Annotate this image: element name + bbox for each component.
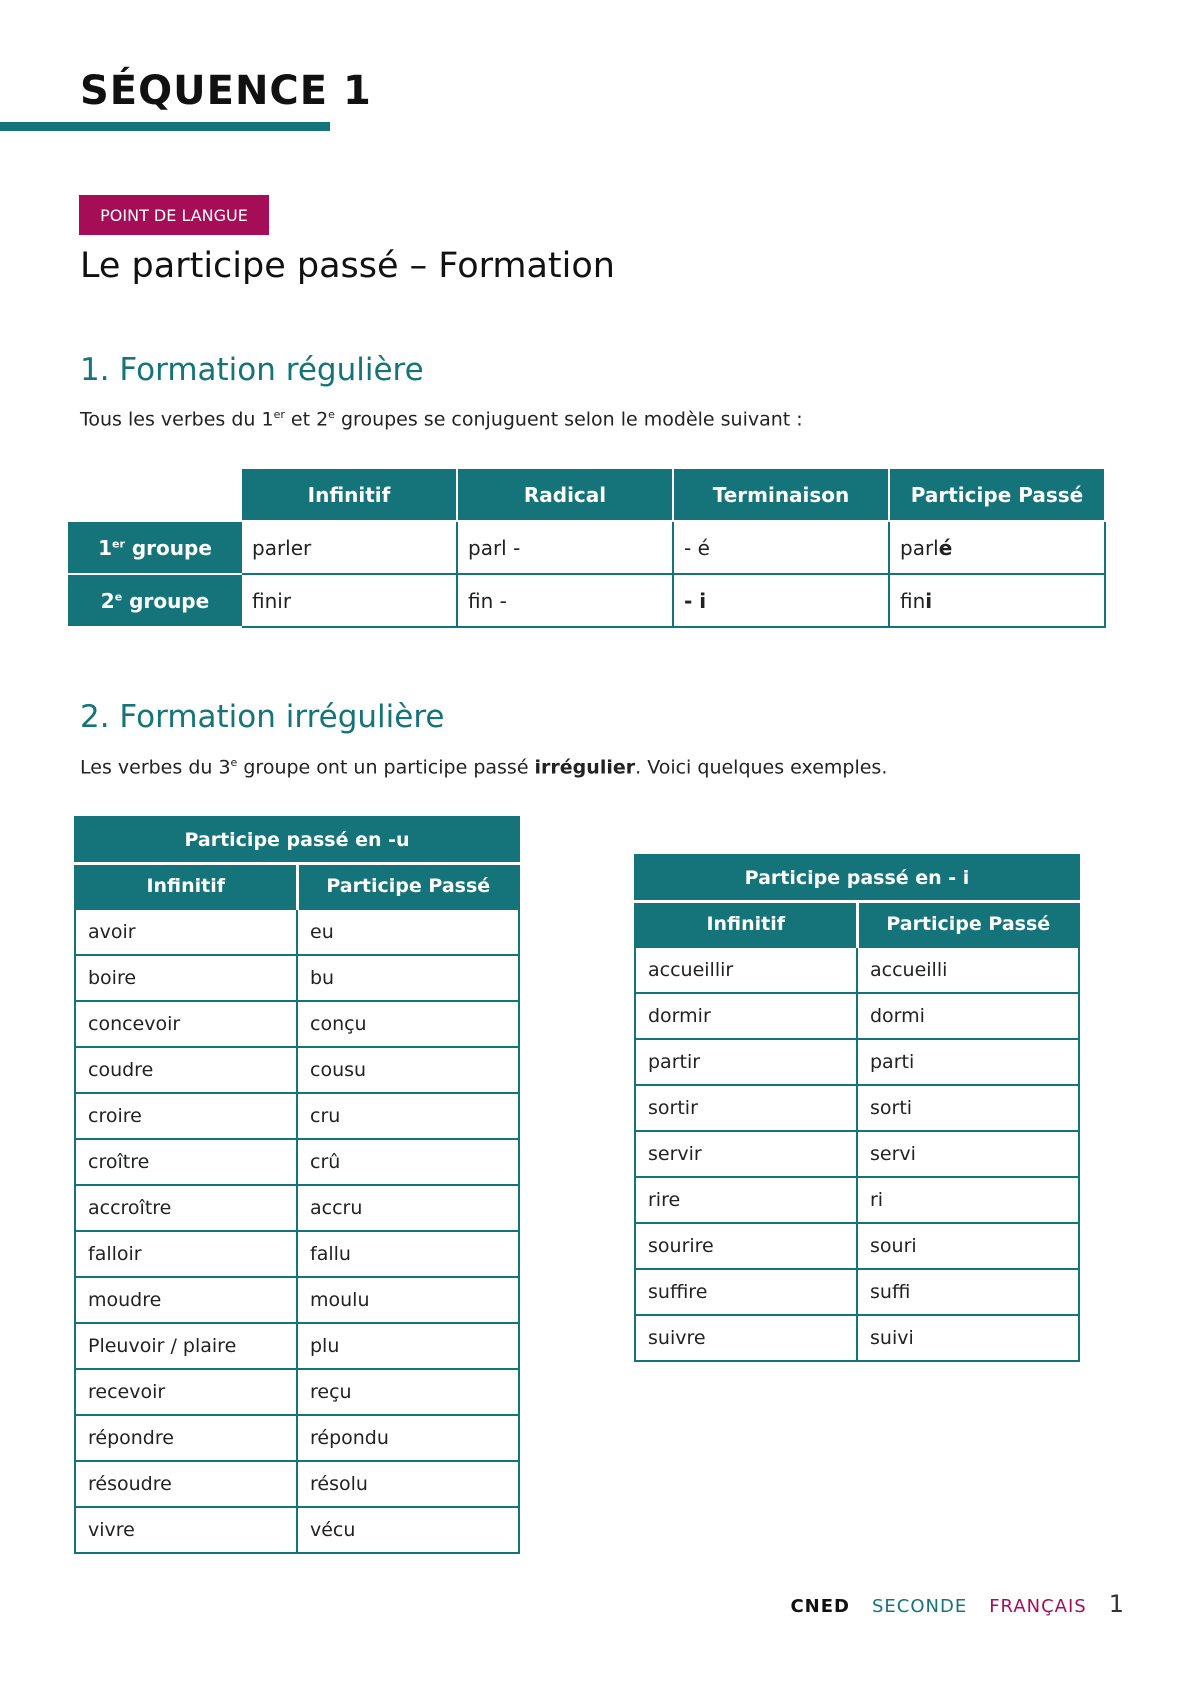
participe-en-u-table bbox=[74, 816, 520, 1554]
infinitif-cell: rire bbox=[635, 1177, 857, 1223]
page-footer bbox=[790, 1590, 1124, 1618]
column-header: Infinitif bbox=[75, 863, 297, 909]
row-header-group-2: 2e groupe bbox=[69, 574, 241, 627]
infinitif-cell: avoir bbox=[75, 909, 297, 955]
participe-cell: eu bbox=[297, 909, 519, 955]
point-de-langue-badge: POINT DE LANGUE bbox=[79, 195, 269, 235]
table-row bbox=[75, 909, 519, 955]
table-row bbox=[75, 1231, 519, 1277]
table-cell: parler bbox=[241, 521, 457, 574]
participe-cell: servi bbox=[857, 1131, 1079, 1177]
participe-cell: sorti bbox=[857, 1085, 1079, 1131]
participe-cell: reçu bbox=[297, 1369, 519, 1415]
participe-cell: fallu bbox=[297, 1231, 519, 1277]
row-header-group-1: 1er groupe bbox=[69, 521, 241, 574]
column-header: Terminaison bbox=[673, 468, 889, 521]
table-row bbox=[75, 1277, 519, 1323]
table-row bbox=[635, 1269, 1079, 1315]
infinitif-cell: croire bbox=[75, 1093, 297, 1139]
table-row bbox=[69, 574, 1105, 627]
infinitif-cell: résoudre bbox=[75, 1461, 297, 1507]
infinitif-cell: croître bbox=[75, 1139, 297, 1185]
infinitif-cell: moudre bbox=[75, 1277, 297, 1323]
corner-cell bbox=[69, 468, 241, 521]
table-row bbox=[635, 1039, 1079, 1085]
column-header: Radical bbox=[457, 468, 673, 521]
table-row bbox=[75, 1139, 519, 1185]
section1-heading: 1. Formation régulière bbox=[80, 352, 424, 388]
table-row bbox=[75, 1185, 519, 1231]
section2-intro: Les verbes du 3e groupe ont un participe passé irrégulier. Voici quelques exemples. bbox=[80, 756, 888, 779]
regular-formation-table bbox=[68, 467, 1106, 628]
participe-cell: répondu bbox=[297, 1415, 519, 1461]
infinitif-cell: dormir bbox=[635, 993, 857, 1039]
participe-cell: parti bbox=[857, 1039, 1079, 1085]
infinitif-cell: Pleuvoir / plaire bbox=[75, 1323, 297, 1369]
infinitif-cell: coudre bbox=[75, 1047, 297, 1093]
sequence-title: SÉQUENCE 1 bbox=[80, 68, 372, 114]
infinitif-cell: concevoir bbox=[75, 1001, 297, 1047]
table-row bbox=[75, 1001, 519, 1047]
table-row bbox=[75, 1047, 519, 1093]
participe-en-i-table bbox=[634, 854, 1080, 1362]
table-caption: Participe passé en -u bbox=[75, 817, 519, 863]
table-row bbox=[75, 1323, 519, 1369]
table-cell: fin - bbox=[457, 574, 673, 627]
table-row bbox=[75, 955, 519, 1001]
section1-intro: Tous les verbes du 1er et 2e groupes se conjuguent selon le modèle suivant : bbox=[80, 408, 803, 431]
participe-cell: vécu bbox=[297, 1507, 519, 1553]
participe-cell: résolu bbox=[297, 1461, 519, 1507]
participe-cell: cousu bbox=[297, 1047, 519, 1093]
footer-brand: CNED bbox=[790, 1596, 850, 1617]
table-cell: parl - bbox=[457, 521, 673, 574]
participe-cell: souri bbox=[857, 1223, 1079, 1269]
table-cell: - é bbox=[673, 521, 889, 574]
participe-cell: conçu bbox=[297, 1001, 519, 1047]
participe-cell: suffi bbox=[857, 1269, 1079, 1315]
participe-cell: crû bbox=[297, 1139, 519, 1185]
participe-cell: dormi bbox=[857, 993, 1079, 1039]
infinitif-cell: boire bbox=[75, 955, 297, 1001]
footer-level: SECONDE bbox=[871, 1596, 968, 1617]
section2-heading: 2. Formation irrégulière bbox=[80, 699, 445, 735]
column-header: Participe Passé bbox=[889, 468, 1105, 521]
participe-cell: cru bbox=[297, 1093, 519, 1139]
table-caption: Participe passé en - i bbox=[635, 855, 1079, 901]
table-row bbox=[635, 993, 1079, 1039]
infinitif-cell: vivre bbox=[75, 1507, 297, 1553]
table-row bbox=[75, 1507, 519, 1553]
participe-cell: plu bbox=[297, 1323, 519, 1369]
table-row bbox=[635, 1315, 1079, 1361]
infinitif-cell: accueillir bbox=[635, 947, 857, 993]
infinitif-cell: sourire bbox=[635, 1223, 857, 1269]
table-row bbox=[75, 1415, 519, 1461]
column-header: Participe Passé bbox=[297, 863, 519, 909]
table-row bbox=[635, 1131, 1079, 1177]
table-row bbox=[635, 1223, 1079, 1269]
table-cell: fini bbox=[889, 574, 1105, 627]
participe-cell: moulu bbox=[297, 1277, 519, 1323]
table-row bbox=[69, 521, 1105, 574]
sequence-underline-bar bbox=[0, 122, 330, 131]
participe-cell: suivi bbox=[857, 1315, 1079, 1361]
table-row bbox=[635, 947, 1079, 993]
table-row bbox=[75, 1093, 519, 1139]
infinitif-cell: servir bbox=[635, 1131, 857, 1177]
infinitif-cell: répondre bbox=[75, 1415, 297, 1461]
infinitif-cell: falloir bbox=[75, 1231, 297, 1277]
column-header: Infinitif bbox=[241, 468, 457, 521]
column-header: Participe Passé bbox=[857, 901, 1079, 947]
infinitif-cell: partir bbox=[635, 1039, 857, 1085]
participe-cell: ri bbox=[857, 1177, 1079, 1223]
infinitif-cell: suffire bbox=[635, 1269, 857, 1315]
infinitif-cell: suivre bbox=[635, 1315, 857, 1361]
table-row bbox=[75, 1369, 519, 1415]
table-cell: - i bbox=[673, 574, 889, 627]
table-cell: parlé bbox=[889, 521, 1105, 574]
table-row bbox=[635, 1177, 1079, 1223]
participe-cell: accueilli bbox=[857, 947, 1079, 993]
column-header: Infinitif bbox=[635, 901, 857, 947]
infinitif-cell: recevoir bbox=[75, 1369, 297, 1415]
page-number: 1 bbox=[1108, 1590, 1124, 1618]
infinitif-cell: sortir bbox=[635, 1085, 857, 1131]
participe-cell: accru bbox=[297, 1185, 519, 1231]
participe-cell: bu bbox=[297, 955, 519, 1001]
footer-subject: FRANÇAIS bbox=[989, 1596, 1087, 1617]
page-title: Le participe passé – Formation bbox=[80, 246, 615, 286]
infinitif-cell: accroître bbox=[75, 1185, 297, 1231]
table-cell: finir bbox=[241, 574, 457, 627]
table-row bbox=[635, 1085, 1079, 1131]
table-row bbox=[75, 1461, 519, 1507]
